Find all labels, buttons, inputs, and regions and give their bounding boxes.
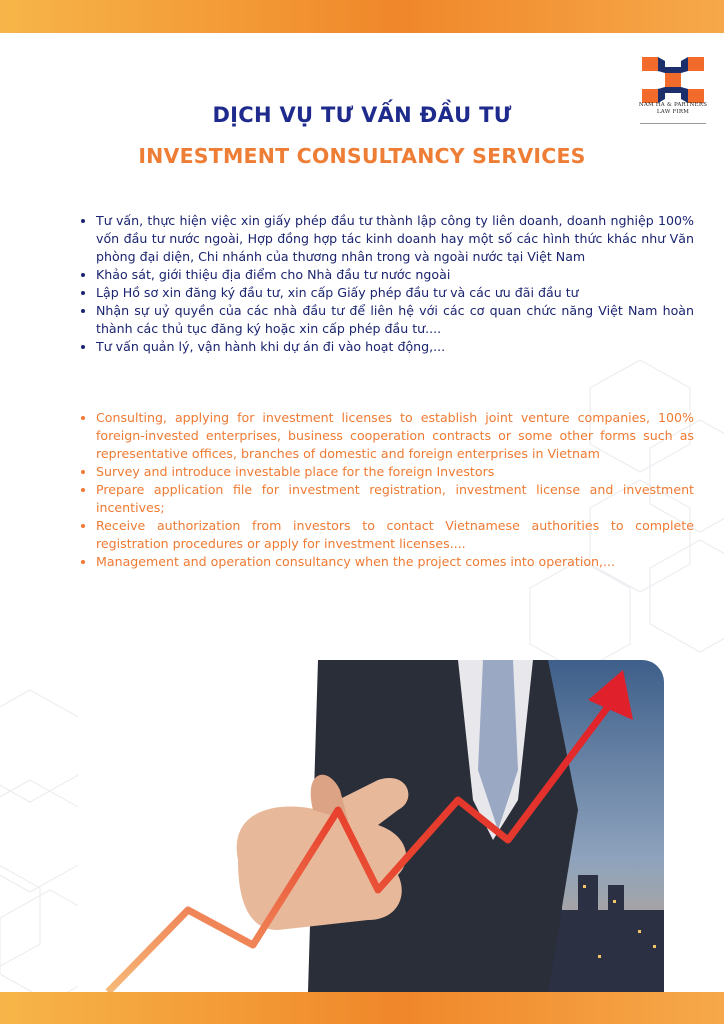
list-item: • Management and operation consultancy when the project comes into operation,...	[96, 553, 694, 571]
list-item: • Tư vấn, thực hiện việc xin giấy phép đầu tư thành lập công ty liên doanh, doanh nghiệp 100% vốn đầu tư nước ngoài, Hợp đồng hợp tác kinh doanh hay một số các hình thức khác như Văn phòng đại diện, Chi nhánh của thương nhân trong và ngoài nước tại Việt Nam	[96, 212, 694, 266]
list-item: • Lập Hồ sơ xin đăng ký đầu tư, xin cấp Giấy phép đầu tư và các ưu đãi đầu tư	[96, 284, 694, 302]
list-item: • Survey and introduce investable place for the foreign Investors	[96, 463, 694, 481]
list-item: • Consulting, applying for investment licenses to establish joint venture companies, 100% foreign-invested enterprises, business cooperation contracts or some other forms such as representative offices, branches of domestic and foreign enterprises in Vietnam	[96, 409, 694, 463]
page-title-vi: DỊCH VỤ TƯ VẤN ĐẦU TƯ	[212, 103, 512, 127]
page-title-en: INVESTMENT CONSULTANCY SERVICES	[138, 144, 586, 168]
businessman-growth-arrow-photo	[78, 660, 664, 992]
bottom-orange-band	[0, 992, 724, 1024]
list-item: • Nhận sự uỷ quyền của các nhà đầu tư để liên hệ với các cơ quan chức năng Việt Nam hoàn thành các thủ tục đăng ký hoặc xin cấp phép đầu tư....	[96, 302, 694, 338]
list-item: • Khảo sát, giới thiệu địa điểm cho Nhà đầu tư nước ngoài	[96, 266, 694, 284]
list-item: • Receive authorization from investors to contact Vietnamese authorities to complete registration procedures or apply for investment licenses....	[96, 517, 694, 553]
services-list-vi	[76, 212, 694, 356]
logo-name-line2: LAW FIRM	[656, 109, 690, 115]
logo-name-line1: NAM HA & PARTNERS	[638, 102, 708, 108]
services-list-en	[76, 409, 694, 571]
top-orange-band	[0, 0, 724, 33]
list-item: • Prepare application file for investment registration, investment license and investment incentives;	[96, 481, 694, 517]
list-item: • Tư vấn quản lý, vận hành khi dự án đi vào hoạt động,...	[96, 338, 694, 356]
